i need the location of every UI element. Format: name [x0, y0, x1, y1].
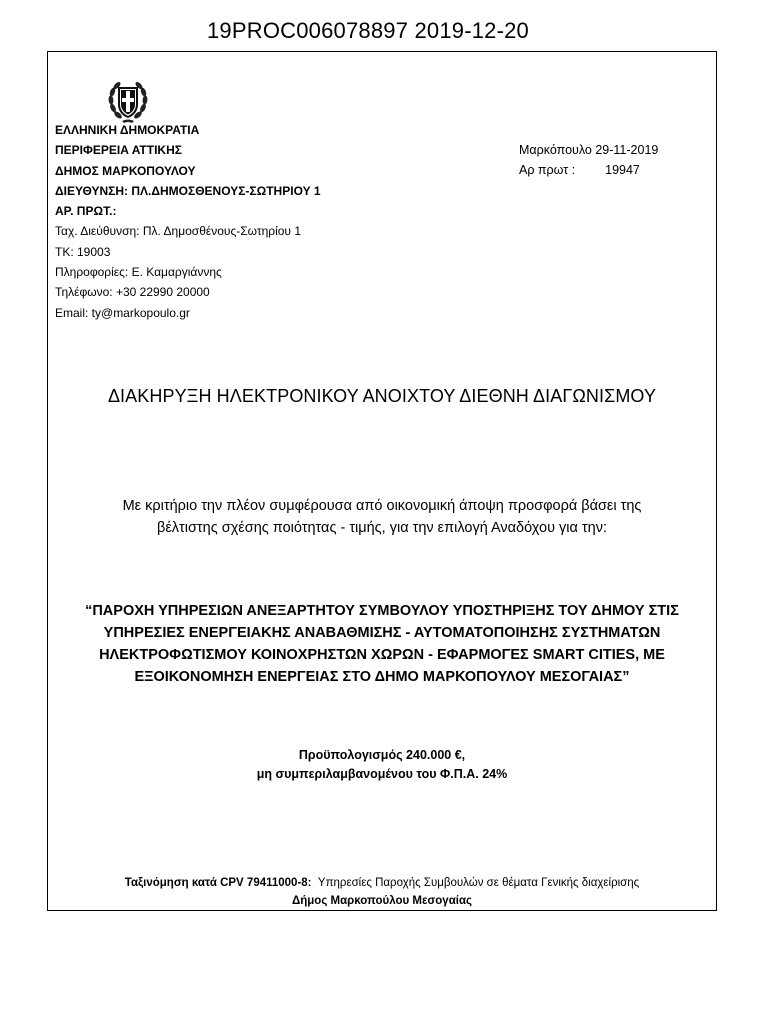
subject-line: “ΠΑΡΟΧΗ ΥΠΗΡΕΣΙΩΝ ΑΝΕΞΑΡΤΗΤΟΥ ΣΥΜΒΟΥΛΟΥ ΥΠΟΣΤΗΡΙΞΗΣ ΤΟΥ ΔΗΜΟΥ ΣΤΙΣ: [85, 603, 679, 619]
phone-number: Τηλέφωνο: +30 22990 20000: [55, 285, 210, 300]
issuer-protocol-label: ΑΡ. ΠΡΩΤ.:: [55, 204, 117, 219]
budget-block: [48, 746, 716, 784]
issuer-info-block: [55, 120, 321, 323]
budget-amount: Προϋπολογισμός 240.000 €,: [298, 748, 466, 762]
issuer-region: ΠΕΡΙΦΕΡΕΙΑ ΑΤΤΙΚΗΣ: [55, 143, 182, 158]
postal-address: Ταχ. Διεύθυνση: Πλ. Δημοσθένους-Σωτηρίου 1: [55, 224, 301, 239]
date-protocol-block: [519, 140, 658, 180]
cpv-classification: [48, 874, 716, 910]
place-date: Μαρκόπουλο 29-11-2019: [519, 143, 659, 157]
cpv-label: Ταξινόμηση κατά CPV 79411000-8:: [124, 877, 312, 889]
criteria-line: Με κριτήριο την πλέον συμφέρουσα από οικονομική άποψη προσφορά βάσει της: [122, 498, 642, 514]
subject-line: ΗΛΕΚΤΡΟΦΩΤΙΣΜΟΥ ΚΟΙΝΟΧΡΗΣΤΩΝ ΧΩΡΩΝ - ΕΦΑΡΜΟΓΕΣ SMART CITIES, ΜΕ: [99, 647, 665, 663]
email-address: Email: ty@markopoulo.gr: [55, 305, 190, 320]
subject-line: ΕΞΟΙΚΟΝΟΜΗΣΗ ΕΝΕΡΓΕΙΑΣ ΣΤΟ ΔΗΜΟ ΜΑΡΚΟΠΟΥΛΟΥ ΜΕΣΟΓΑΙΑΣ”: [134, 669, 630, 685]
cpv-description: Υπηρεσίες Παροχής Συμβουλών σε θέματα Γενικής διαχείρισης: [317, 877, 640, 889]
greek-coat-of-arms-icon: [104, 78, 152, 126]
criteria-line: βέλτιστης σχέσης ποιότητας - τιμής, για την επιλογή Αναδόχου για την:: [156, 520, 607, 536]
tender-subject: [48, 600, 716, 688]
issuer-municipality: ΔΗΜΟΣ ΜΑΡΚΟΠΟΥΛΟΥ: [55, 163, 196, 178]
contact-person: Πληροφορίες: Ε. Καμαργιάννης: [55, 265, 222, 280]
document-id: 19PROC006078897 2019-12-20: [207, 18, 529, 43]
issuer-country: ΕΛΛΗΝΙΚΗ ΔΗΜΟΚΡΑΤΙΑ: [55, 123, 200, 137]
budget-vat-note: μη συμπεριλαμβανομένου του Φ.Π.Α. 24%: [256, 767, 508, 781]
document-title: ΔΙΑΚΗΡΥΞΗ ΗΛΕΚΤΡΟΝΙΚΟΥ ΑΝΟΙΧΤΟΥ ΔΙΕΘΝΗ ΔΙΑΓΩΝΙΣΜΟΥ: [107, 386, 657, 406]
protocol-number: 19947: [605, 163, 640, 177]
postal-code: ΤΚ: 19003: [55, 244, 111, 259]
document-page: [47, 51, 717, 911]
cpv-line: [48, 874, 716, 892]
protocol-line: [519, 160, 658, 180]
award-criteria: [48, 495, 716, 539]
issuer-directorate: ΔΙΕΥΘΥΝΣΗ: ΠΛ.ΔΗΜΟΣΘΕΝΟΥΣ-ΣΩΤΗΡΙΟΥ 1: [55, 183, 321, 198]
issuing-authority: Δήμος Μαρκοπούλου Μεσογαίας: [291, 895, 473, 907]
subject-line: ΥΠΗΡΕΣΙΕΣ ΕΝΕΡΓΕΙΑΚΗΣ ΑΝΑΒΑΘΜΙΣΗΣ - ΑΥΤΟΜΑΤΟΠΟΙΗΣΗΣ ΣΥΣΤΗΜΑΤΩΝ: [103, 625, 661, 641]
protocol-label: Αρ πρωτ :: [519, 163, 576, 177]
